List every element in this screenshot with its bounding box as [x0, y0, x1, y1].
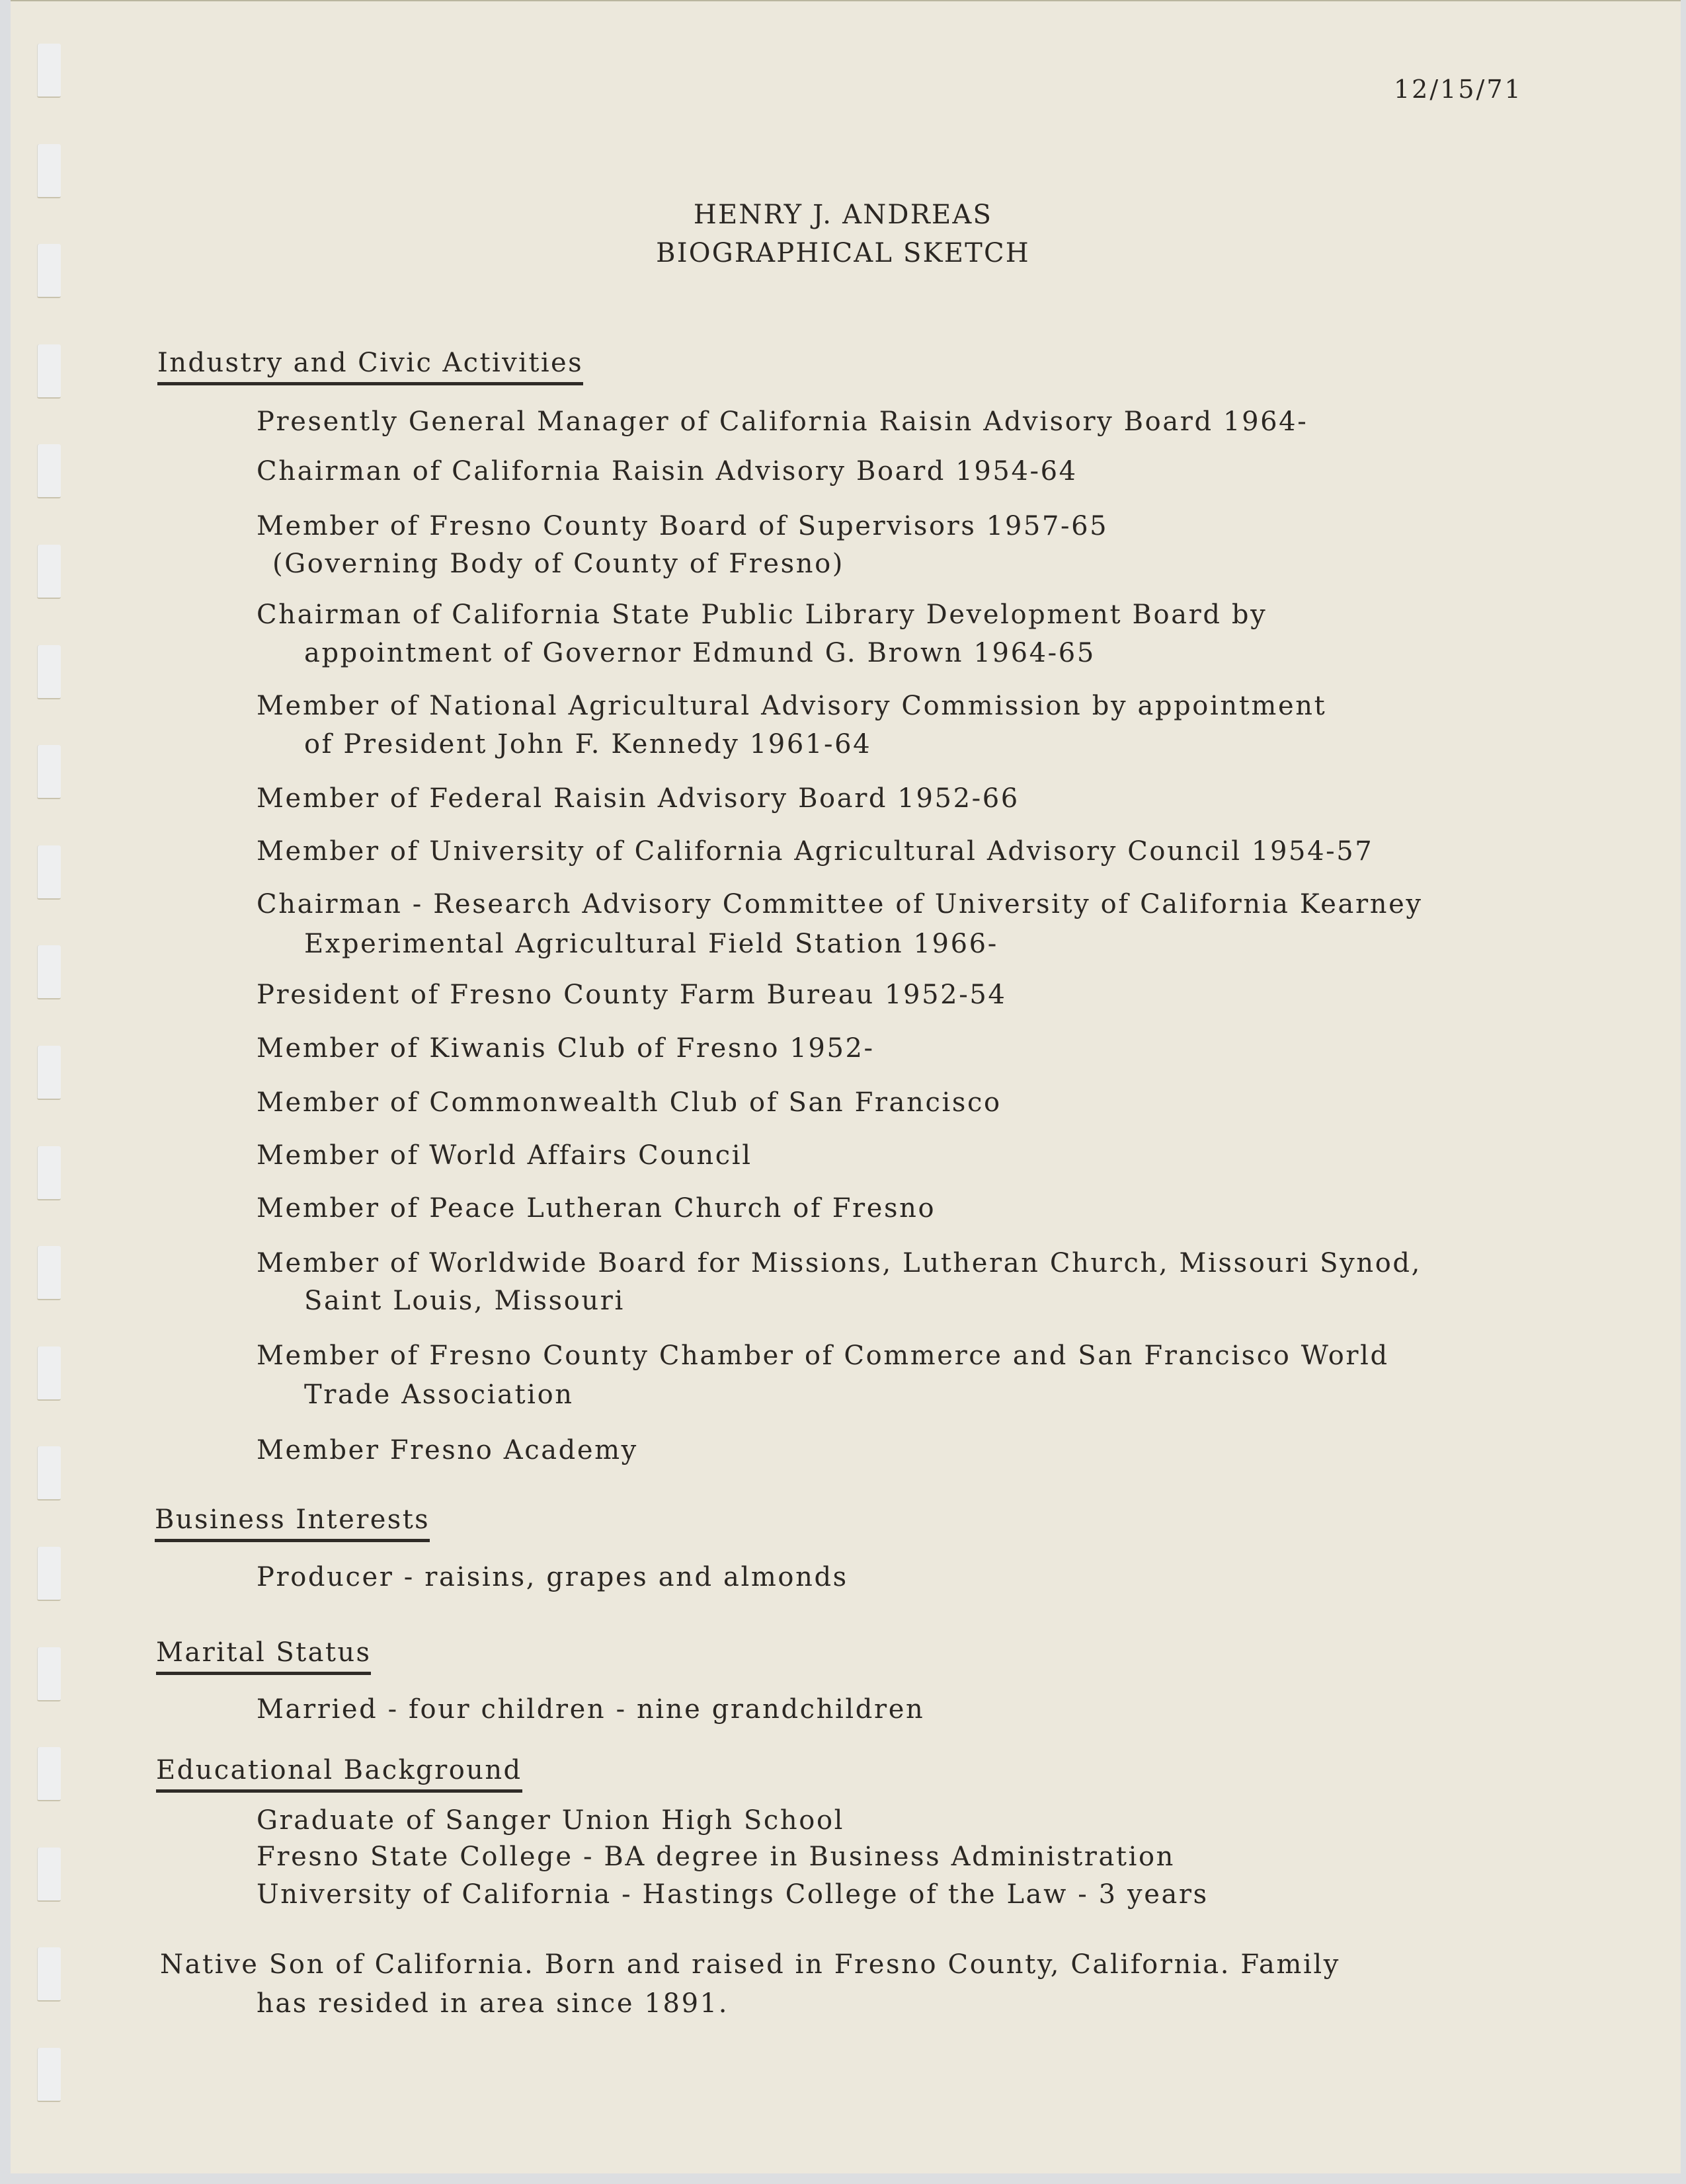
- section-heading-business: Business Interests: [155, 1506, 430, 1542]
- binding-hole: [37, 1547, 61, 1601]
- list-item-continuation: (Governing Body of County of Fresno): [272, 549, 844, 579]
- list-item: Member of World Affairs Council: [257, 1140, 752, 1171]
- list-item: Member of National Agricultural Advisory Commission by appointment: [257, 691, 1327, 721]
- list-item-continuation: Saint Louis, Missouri: [304, 1286, 625, 1316]
- binding-hole: [37, 144, 61, 198]
- section-heading-education: Educational Background: [156, 1757, 522, 1793]
- document-title: HENRY J. ANDREAS: [693, 200, 993, 230]
- list-item-continuation: Experimental Agricultural Field Station 1966-: [304, 929, 998, 959]
- list-item: Member of Worldwide Board for Missions, Lutheran Church, Missouri Synod,: [257, 1248, 1422, 1278]
- list-item: Member of Fresno County Board of Supervisors 1957-65: [257, 511, 1109, 541]
- binding-hole: [37, 444, 61, 498]
- section-heading-industry: Industry and Civic Activities: [157, 350, 583, 385]
- list-item: President of Fresno County Farm Bureau 1952-54: [257, 980, 1007, 1010]
- document-subtitle: BIOGRAPHICAL SKETCH: [656, 238, 1030, 268]
- binding-hole: [37, 1848, 61, 1902]
- education-line: Fresno State College - BA degree in Business Administration: [257, 1842, 1176, 1872]
- list-item: Chairman of California Raisin Advisory Board 1954-64: [257, 456, 1078, 487]
- business-text: Producer - raisins, grapes and almonds: [257, 1562, 848, 1592]
- binding-hole: [37, 1647, 61, 1701]
- native-line: Native Son of California. Born and raised in Fresno County, California. Family: [160, 1949, 1341, 1980]
- list-item: Member of University of California Agricultural Advisory Council 1954-57: [257, 836, 1374, 867]
- binding-hole: [37, 2048, 61, 2102]
- binding-hole: [37, 1747, 61, 1801]
- list-item-continuation: appointment of Governor Edmund G. Brown 1964-65: [304, 638, 1096, 668]
- education-line: Graduate of Sanger Union High School: [257, 1805, 845, 1836]
- binding-hole: [37, 645, 61, 699]
- list-item: Member of Commonwealth Club of San Francisco: [257, 1087, 1002, 1118]
- list-item: Chairman - Research Advisory Committee of University of California Kearney: [257, 889, 1423, 919]
- list-item: Member of Federal Raisin Advisory Board 1952-66: [257, 783, 1020, 814]
- binding-hole: [37, 945, 61, 999]
- section-heading-marital: Marital Status: [156, 1639, 371, 1675]
- list-item: Member of Fresno County Chamber of Commerce and San Francisco World: [257, 1341, 1389, 1371]
- list-item-continuation: of President John F. Kennedy 1961-64: [304, 729, 872, 760]
- binding-hole: [37, 845, 61, 900]
- binding-hole: [37, 344, 61, 399]
- binding-hole: [37, 545, 61, 599]
- binding-hole: [37, 1146, 61, 1200]
- list-item: Member of Kiwanis Club of Fresno 1952-: [257, 1033, 875, 1064]
- binding-hole: [37, 1346, 61, 1401]
- binding-hole: [37, 44, 61, 98]
- list-item: Presently General Manager of California Raisin Advisory Board 1964-: [257, 407, 1308, 437]
- list-item-continuation: Trade Association: [304, 1380, 574, 1410]
- document-date: 12/15/71: [1394, 75, 1523, 104]
- binding-hole: [37, 745, 61, 799]
- list-item: Member of Peace Lutheran Church of Fresno: [257, 1193, 936, 1224]
- list-item: Chairman of California State Public Library Development Board by: [257, 600, 1267, 630]
- binding-hole: [37, 1947, 61, 2002]
- list-item: Member Fresno Academy: [257, 1435, 638, 1465]
- binding-hole: [37, 1246, 61, 1300]
- binding-hole: [37, 1046, 61, 1100]
- education-line: University of California - Hastings College of the Law - 3 years: [257, 1879, 1209, 1910]
- binding-hole: [37, 1446, 61, 1501]
- native-line-continuation: has resided in area since 1891.: [257, 1988, 729, 2019]
- marital-text: Married - four children - nine grandchildren: [257, 1694, 925, 1725]
